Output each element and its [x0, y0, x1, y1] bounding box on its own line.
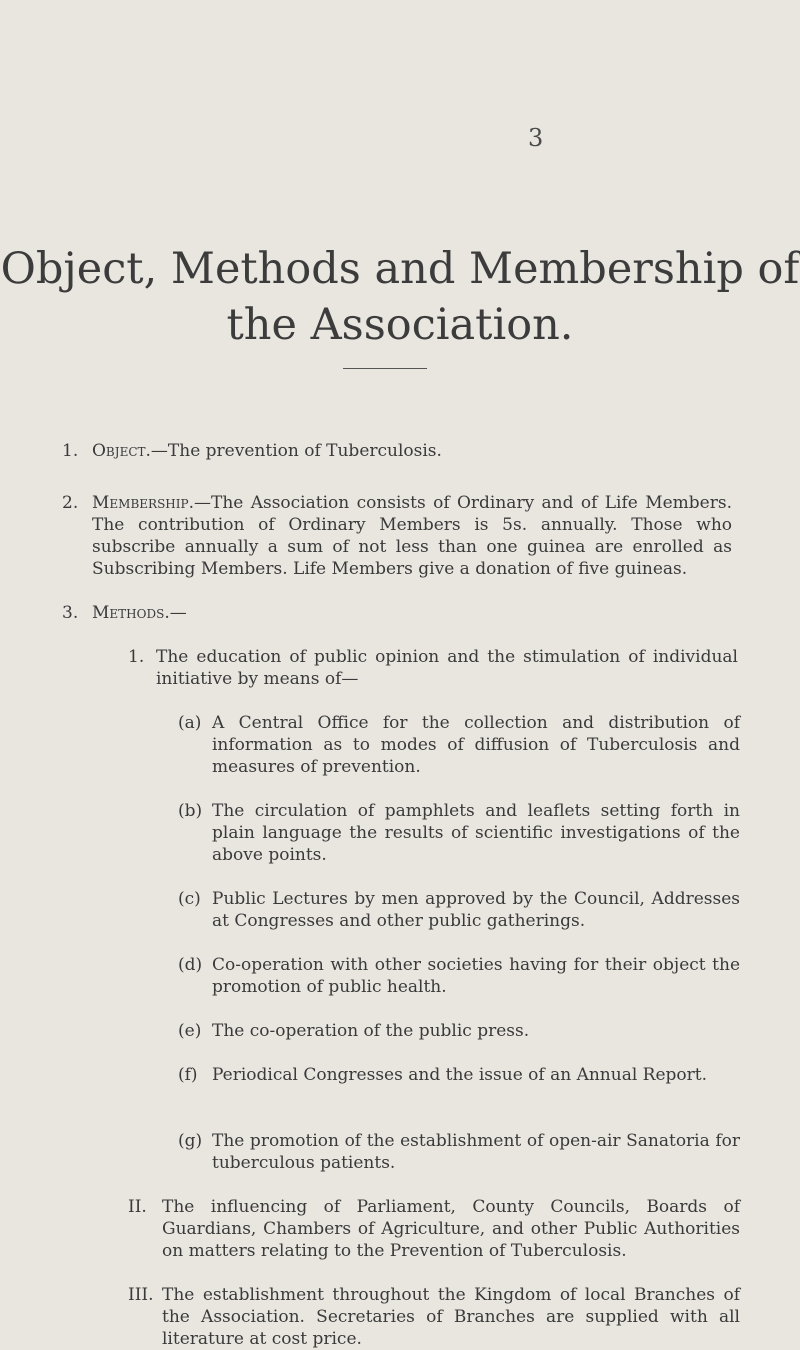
list-item: The promotion of the establishment of open-air Sanatoria for tuberculous patients.	[212, 1131, 740, 1173]
item-label: (b)	[178, 801, 203, 821]
item-label: (d)	[178, 955, 203, 975]
methods-number: II.	[128, 1197, 147, 1217]
page-title-line2: the Association.	[226, 300, 574, 350]
item-label: (c)	[178, 889, 201, 909]
section-number: 1.	[62, 441, 79, 461]
section-heading: Object.	[92, 441, 151, 461]
methods-paragraph: The influencing of Parliament, County Councils, Boards of Guardians, Chambers of Agriculture, and other Public Authorities on matters relating to the Prevention of Tuberculosis.	[162, 1197, 740, 1261]
methods-number: 1.	[128, 647, 145, 667]
section-text: —The prevention of Tuberculosis.	[150, 441, 442, 461]
list-item: The circulation of pamphlets and leaflets setting forth in plain language the results of scientific investigations of the above points.	[212, 801, 740, 865]
section-number: 2.	[62, 493, 79, 513]
list-item: Co-operation with other societies having for their object the promotion of public health.	[212, 955, 740, 997]
section-text: —The Association consists of Ordinary and of Life Members. The contribution of Ordinary Members is 5s. annually. Those who subscribe annually a sum of not less than one guinea are enrolled as Subscribing Members. Life Members give a donation of five guineas.	[92, 493, 732, 579]
section-number: 3.	[62, 603, 79, 623]
methods-paragraph: The establishment throughout the Kingdom of local Branches of the Association. Secretaries of Branches are supplied with all literature at cost price.	[162, 1285, 740, 1349]
item-label: (g)	[178, 1131, 203, 1151]
section-heading: Membership.	[92, 493, 194, 513]
section-heading: Methods.—	[92, 603, 187, 623]
list-item: Periodical Congresses and the issue of an Annual Report.	[212, 1065, 708, 1085]
item-label: (e)	[178, 1021, 202, 1041]
membership-paragraph	[92, 492, 732, 580]
methods-number: III.	[128, 1285, 154, 1305]
page-number: 3	[528, 124, 544, 152]
list-item: The co-operation of the public press.	[212, 1021, 530, 1041]
methods-paragraph: The education of public opinion and the stimulation of individual initiative by means of—	[156, 647, 738, 689]
list-item: Public Lectures by men approved by the Council, Addresses at Congresses and other public gatherings.	[212, 889, 740, 931]
object-paragraph	[92, 440, 732, 462]
list-item: A Central Office for the collection and distribution of information as to modes of diffusion of Tuberculosis and measures of prevention.	[212, 713, 740, 777]
item-label: (f)	[178, 1065, 198, 1085]
title-rule	[343, 368, 427, 369]
item-label: (a)	[178, 713, 202, 733]
page-title: Object, Methods and Membership of	[0, 244, 800, 294]
